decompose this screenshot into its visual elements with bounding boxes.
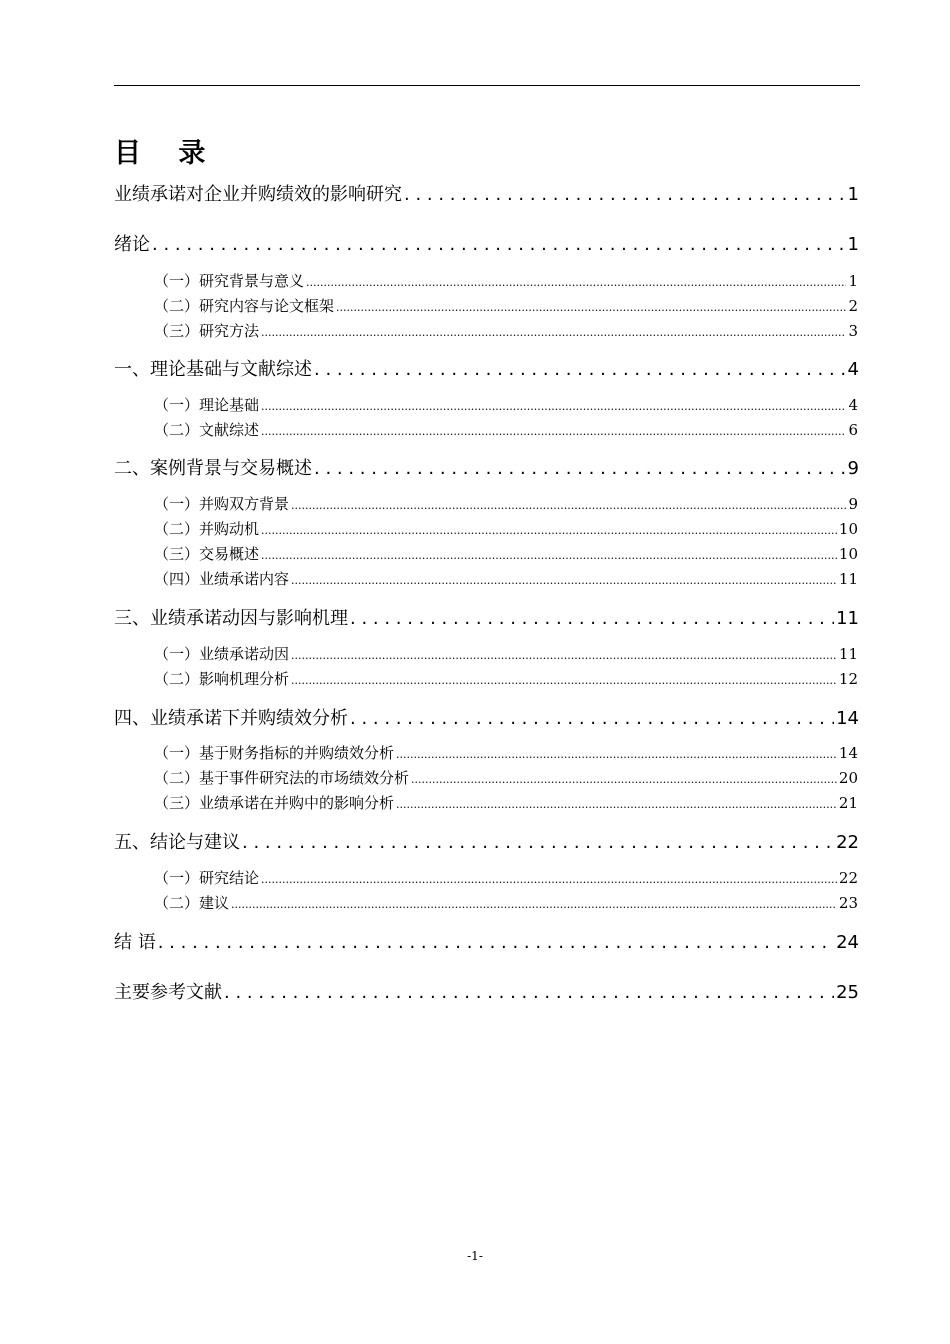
toc-entry-page: 22 — [836, 832, 859, 853]
toc-entry-chapter-5[interactable] — [114, 830, 859, 856]
toc-subentry[interactable] — [154, 518, 858, 542]
toc-subentry[interactable] — [154, 742, 858, 766]
toc-subentry[interactable] — [154, 320, 858, 344]
toc-entry-page: 11 — [838, 570, 858, 588]
toc-entry-label: （一）并购双方背景 — [154, 495, 290, 513]
dot-leader — [291, 645, 837, 667]
toc-entry-page: 6 — [848, 421, 858, 439]
toc-entry-page: 14 — [836, 708, 859, 729]
toc-subentry[interactable] — [154, 394, 858, 418]
toc-entry-label: （一）研究背景与意义 — [154, 272, 305, 290]
dot-leader — [336, 297, 846, 319]
dot-leader — [291, 570, 837, 592]
dot-leader — [158, 930, 834, 956]
toc-subentry[interactable] — [154, 493, 858, 517]
header-rule — [114, 85, 860, 86]
dot-leader — [261, 421, 846, 443]
dot-leader — [231, 894, 837, 916]
toc-entry-page: 12 — [838, 670, 858, 688]
toc-entry-page: 1 — [848, 272, 858, 290]
dot-leader — [261, 322, 846, 344]
toc-title: 目 录 — [114, 138, 220, 169]
toc-entry-page: 10 — [838, 545, 858, 563]
toc-entry-page: 3 — [848, 322, 858, 340]
dot-leader — [314, 357, 846, 383]
dot-leader — [306, 272, 846, 294]
toc-subentry[interactable] — [154, 668, 858, 692]
toc-entry-page: 4 — [848, 396, 858, 414]
toc-entry-page: 2 — [848, 297, 858, 315]
toc-entry-page: 20 — [838, 769, 858, 787]
toc-entry-chapter-1[interactable] — [114, 357, 859, 383]
toc-entry-label: （二）文献综述 — [154, 421, 260, 439]
toc-entry-thesis-title[interactable] — [114, 182, 859, 208]
toc-entry-label: 绪论 — [114, 234, 150, 255]
toc-subentry[interactable] — [154, 867, 858, 891]
toc-entry-page: 24 — [836, 932, 859, 953]
toc-entry-page: 1 — [847, 184, 859, 205]
toc-entry-label: （二）影响机理分析 — [154, 670, 290, 688]
dot-leader — [396, 744, 837, 766]
toc-entry-chapter-2[interactable] — [114, 456, 859, 482]
toc-entry-epilogue[interactable] — [114, 930, 859, 956]
toc-entry-page: 23 — [838, 894, 858, 912]
toc-subentry[interactable] — [154, 543, 858, 567]
dot-leader — [350, 706, 834, 732]
dot-leader — [411, 769, 837, 791]
dot-leader — [261, 520, 837, 542]
toc-entry-references[interactable] — [114, 980, 859, 1006]
toc-entry-page: 9 — [847, 458, 859, 479]
toc-entry-label: （二）基于事件研究法的市场绩效分析 — [154, 769, 410, 787]
toc-entry-page: 21 — [838, 794, 858, 812]
dot-leader — [291, 670, 837, 692]
toc-entry-label: 一、理论基础与文献综述 — [114, 359, 312, 380]
toc-entry-chapter-3[interactable] — [114, 606, 859, 632]
toc-entry-label: （一）理论基础 — [154, 396, 260, 414]
toc-entry-page: 25 — [836, 982, 859, 1003]
toc-entry-label: 业绩承诺对企业并购绩效的影响研究 — [114, 184, 402, 205]
dot-leader — [261, 869, 837, 891]
toc-entry-page: 1 — [847, 234, 859, 255]
toc-entry-label: （一）业绩承诺动因 — [154, 645, 290, 663]
toc-entry-page: 9 — [848, 495, 858, 513]
toc-subentry[interactable] — [154, 892, 858, 916]
dot-leader — [224, 980, 834, 1006]
dot-leader — [404, 182, 846, 208]
toc-entry-label: 结 语 — [114, 932, 156, 953]
toc-entry-label: （一）研究结论 — [154, 869, 260, 887]
toc-subentry[interactable] — [154, 568, 858, 592]
toc-entry-page: 10 — [838, 520, 858, 538]
dot-leader — [314, 456, 846, 482]
toc-entry-label: （一）基于财务指标的并购绩效分析 — [154, 744, 395, 762]
toc-entry-page: 22 — [838, 869, 858, 887]
dot-leader — [396, 794, 837, 816]
toc-entry-label: （三）研究方法 — [154, 322, 260, 340]
toc-subentry[interactable] — [154, 643, 858, 667]
page-number: -1- — [467, 1249, 483, 1263]
toc-entry-page: 11 — [838, 645, 858, 663]
dot-leader — [152, 232, 846, 258]
toc-entry-label: 三、业绩承诺动因与影响机理 — [114, 608, 348, 629]
dot-leader — [350, 606, 834, 632]
toc-entry-page: 14 — [838, 744, 858, 762]
toc-entry-page: 11 — [836, 608, 859, 629]
toc-entry-label: 主要参考文献 — [114, 982, 222, 1003]
toc-entry-label: （三）业绩承诺在并购中的影响分析 — [154, 794, 395, 812]
toc-subentry[interactable] — [154, 270, 858, 294]
toc-entry-label: （三）交易概述 — [154, 545, 260, 563]
toc-entry-label: （二）并购动机 — [154, 520, 260, 538]
dot-leader — [261, 545, 837, 567]
dot-leader — [261, 396, 846, 418]
toc-entry-label: 二、案例背景与交易概述 — [114, 458, 312, 479]
dot-leader — [291, 495, 846, 517]
toc-subentry[interactable] — [154, 295, 858, 319]
toc-entry-chapter-4[interactable] — [114, 706, 859, 732]
toc-entry-label: （二）建议 — [154, 894, 230, 912]
toc-entry-label: （四）业绩承诺内容 — [154, 570, 290, 588]
toc-subentry[interactable] — [154, 792, 858, 816]
toc-entry-introduction[interactable] — [114, 232, 859, 258]
toc-subentry[interactable] — [154, 767, 858, 791]
toc-entry-page: 4 — [847, 359, 859, 380]
toc-subentry[interactable] — [154, 419, 858, 443]
toc-entry-label: （二）研究内容与论文框架 — [154, 297, 335, 315]
toc-entry-label: 五、结论与建议 — [114, 832, 240, 853]
dot-leader — [242, 830, 834, 856]
toc-entry-label: 四、业绩承诺下并购绩效分析 — [114, 708, 348, 729]
